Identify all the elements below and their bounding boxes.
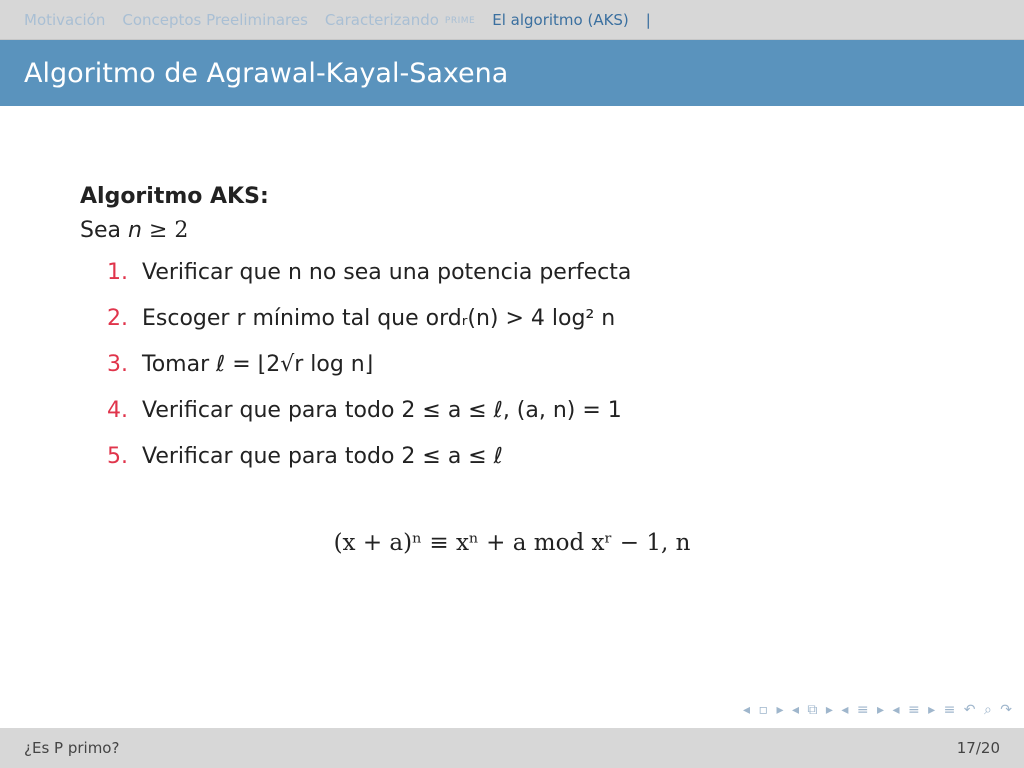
list-number: 1. (107, 260, 128, 285)
list-number: 5. (107, 444, 128, 469)
list-text: Verificar que para todo 2 ≤ a ≤ ℓ, (a, n) = 1 (142, 398, 622, 423)
footer-title: ¿Es P primo? (24, 739, 120, 757)
list-item (80, 446, 980, 492)
nav-item-caracterizando[interactable]: Caracterizando (324, 10, 439, 29)
sea-expression: ≥ 2 (148, 218, 189, 243)
list-text: Tomar ℓ = ⌊2√r log n⌋ (142, 352, 374, 377)
beamer-navigation-icons[interactable] (743, 702, 1014, 718)
nav-item-motivacion[interactable]: Motivación (24, 10, 106, 29)
nav-item-prime[interactable]: prime (444, 12, 476, 27)
slide-content (80, 186, 980, 492)
sea-variable: n (127, 218, 142, 243)
slide-title: Algoritmo de Agrawal-Kayal-Saxena (24, 57, 509, 89)
steps-list (80, 262, 980, 492)
formula-text: (x + a)ⁿ ≡ xⁿ + a mod xʳ − 1, n (333, 530, 691, 556)
list-number: 4. (107, 398, 128, 423)
list-text: Verificar que para todo 2 ≤ a ≤ ℓ (142, 444, 503, 469)
sea-line (80, 220, 980, 242)
nav-separator: | (645, 10, 651, 29)
list-item (80, 354, 980, 400)
sea-text: Sea (80, 218, 121, 243)
footer-bar (0, 728, 1024, 768)
list-text: Escoger r mínimo tal que ordᵣ(n) > 4 log² n (142, 306, 616, 331)
navigation-symbols[interactable]: ◂ ▫ ▸ ◂ ⧉ ▸ ◂ ≡ ▸ ◂ ≡ ▸ ≡ ↶ ⌕ ↷ (743, 702, 1014, 718)
list-item (80, 308, 980, 354)
section-navigation (0, 0, 1024, 40)
list-item (80, 400, 980, 446)
congruence-formula (0, 530, 1024, 556)
slide-title-bar (0, 40, 1024, 106)
nav-item-algoritmo-aks[interactable]: El algoritmo (AKS) (492, 10, 629, 29)
list-number: 3. (107, 352, 128, 377)
block-heading: Algoritmo AKS: (80, 184, 269, 209)
list-item (80, 262, 980, 308)
page-number: 17/20 (956, 739, 1000, 757)
list-number: 2. (107, 306, 128, 331)
nav-item-conceptos[interactable]: Conceptos Preeliminares (122, 10, 308, 29)
list-text: Verificar que n no sea una potencia perfecta (142, 260, 632, 285)
